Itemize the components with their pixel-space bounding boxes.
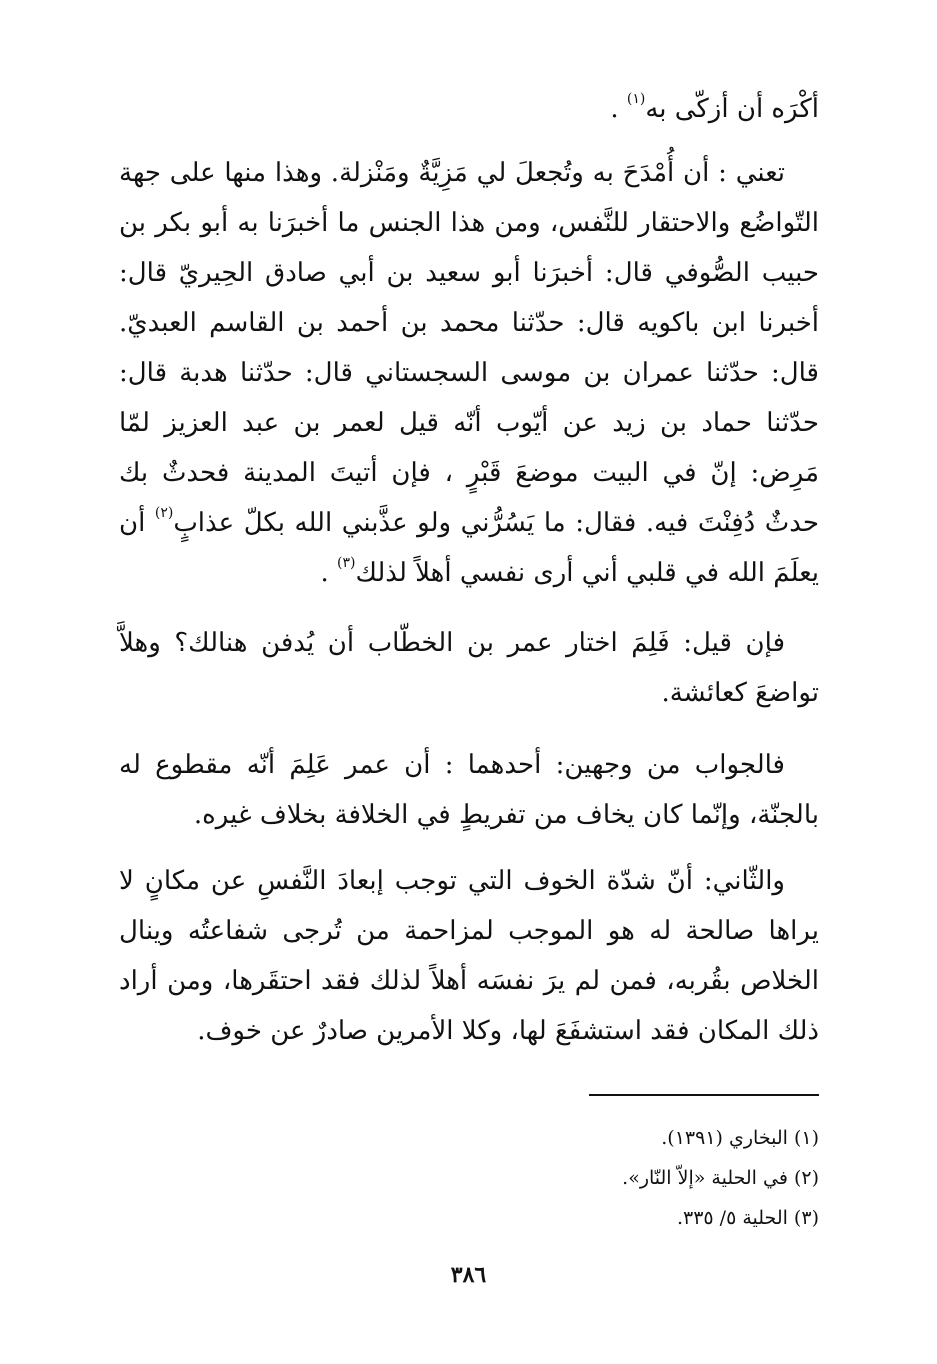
paragraph-4-text: والثّاني: أنّ شدّة الخوف التي توجب إبعادَ النَّفسِ عن مكانٍ لا يراها صالحة له هو الموجب لمزاحمة من تُرجى شفاعتُه وينال الخلاص بقُربه، فمن لم يرَ نفسَه أهلاً لذلك فقد احتقَرها، ومن أراد ذلك المكان فقد استشفَعَ لها، وكلا الأمرين صادرٌ عن خوف. [119, 866, 819, 1046]
footnotes [119, 1118, 819, 1238]
opening-line [119, 84, 819, 134]
page-number: ٣٨٦ [450, 1262, 487, 1288]
footnote-2: (٢) في الحلية «إلاّ النّار». [622, 1167, 819, 1189]
footnote-1: (١) البخاري (١٣٩١). [661, 1127, 819, 1149]
paragraph-1-text: تعني : أن أُمْدَحَ به وتُجعلَ لي مَزِيَّةٌ ومَنْزلة. وهذا منها على جهة التّواضُع والاحتقار للنَّفس، ومن هذا الجنس ما أخبرَنا به أبو بكر بن حبيب الصُّوفي قال: أخبرَنا أبو سعيد بن أبي صادق الحِيريّ قال: أخبرنا ابن باكويه قال: حدّثنا محمد بن أحمد بن القاسم العبديّ. قال: حدّثنا عمران بن موسى السجستاني قال: حدّثنا هدبة قال: حدّثنا حماد بن زيد عن أيّوب أنّه قيل لعمر بن عبد العزيز لمّا مَرِض: إنّ في البيت موضعَ قَبْرٍ ، فإن أتيتَ المدينة فحدثٌ بك حدثٌ دُفِنْتَ فيه. فقال: ما يَسُرُّني ولو عذَّبني الله بكلّ عذابٍ [119, 158, 820, 538]
opening-end: . [610, 94, 627, 124]
paragraph-1-end: . [320, 558, 337, 588]
paragraph-2 [119, 618, 819, 718]
paragraph-1 [119, 148, 819, 598]
paragraph-3 [119, 740, 819, 840]
paragraph-4 [119, 856, 819, 1056]
footnote-ref-3[interactable]: (٣) [337, 555, 356, 571]
footnote-divider [589, 1094, 819, 1096]
paragraph-3-text: فالجواب من وجهين: أحدهما : أن عمر عَلِمَ أنّه مقطوع له بالجنّة، وإنّما كان يخاف من تفريطٍ في الخلافة بخلاف غيره. [119, 750, 819, 830]
paragraph-2-text: فإن قيل: فَلِمَ اختار عمر بن الخطّاب أن يُدفن هنالك؟ وهلاَّ تواضعَ كعائشة. [119, 628, 819, 708]
opening-text: أكْرَه أن أزكّى به [645, 94, 819, 124]
footnote-ref-2[interactable]: (٢) [154, 505, 174, 521]
footnote-3: (٣) الحلية ٥/ ٣٣٥. [676, 1207, 819, 1229]
footnote-ref-1[interactable]: (١) [626, 91, 646, 107]
paragraph-1-text-b: أن يعلَمَ الله في قلبي أني أرى نفسي أهلاً لذلك [119, 508, 819, 588]
